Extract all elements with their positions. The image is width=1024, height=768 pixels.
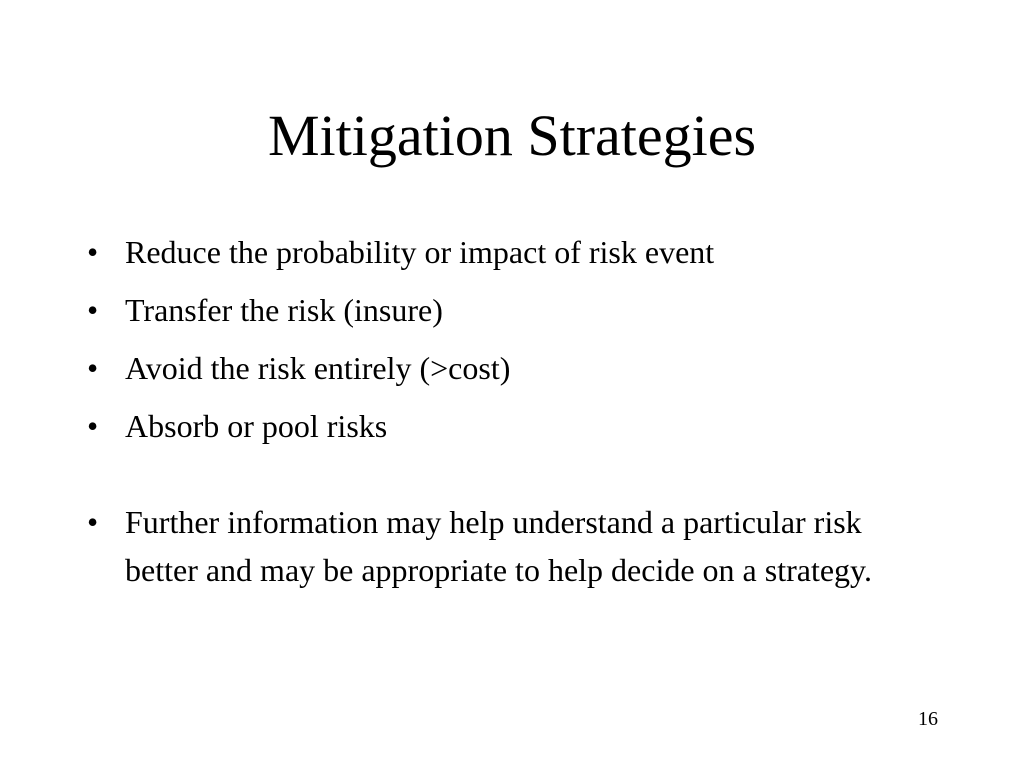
bullet-text: Avoid the risk entirely (>cost) (125, 350, 511, 386)
bullet-item (82, 402, 942, 450)
bullet-icon: • (87, 350, 99, 386)
bullet-item (82, 286, 942, 334)
bullet-icon: • (87, 234, 99, 270)
bullet-item (82, 344, 942, 392)
bullet-text: Further information may help understand a particular risk better and may be appropriate to help decide on a strategy. (125, 504, 872, 588)
bullet-item (82, 228, 942, 276)
bullet-icon: • (87, 504, 99, 540)
bullet-list (82, 228, 942, 604)
bullet-text: Absorb or pool risks (125, 408, 388, 444)
bullet-text: Transfer the risk (insure) (125, 292, 443, 328)
page-number: 16 (918, 708, 938, 730)
bullet-icon: • (87, 408, 99, 444)
bullet-icon: • (87, 292, 99, 328)
slide-title: Mitigation Strategies (267, 103, 757, 168)
bullet-text: Reduce the probability or impact of risk event (125, 234, 715, 270)
bullet-item (82, 498, 942, 594)
